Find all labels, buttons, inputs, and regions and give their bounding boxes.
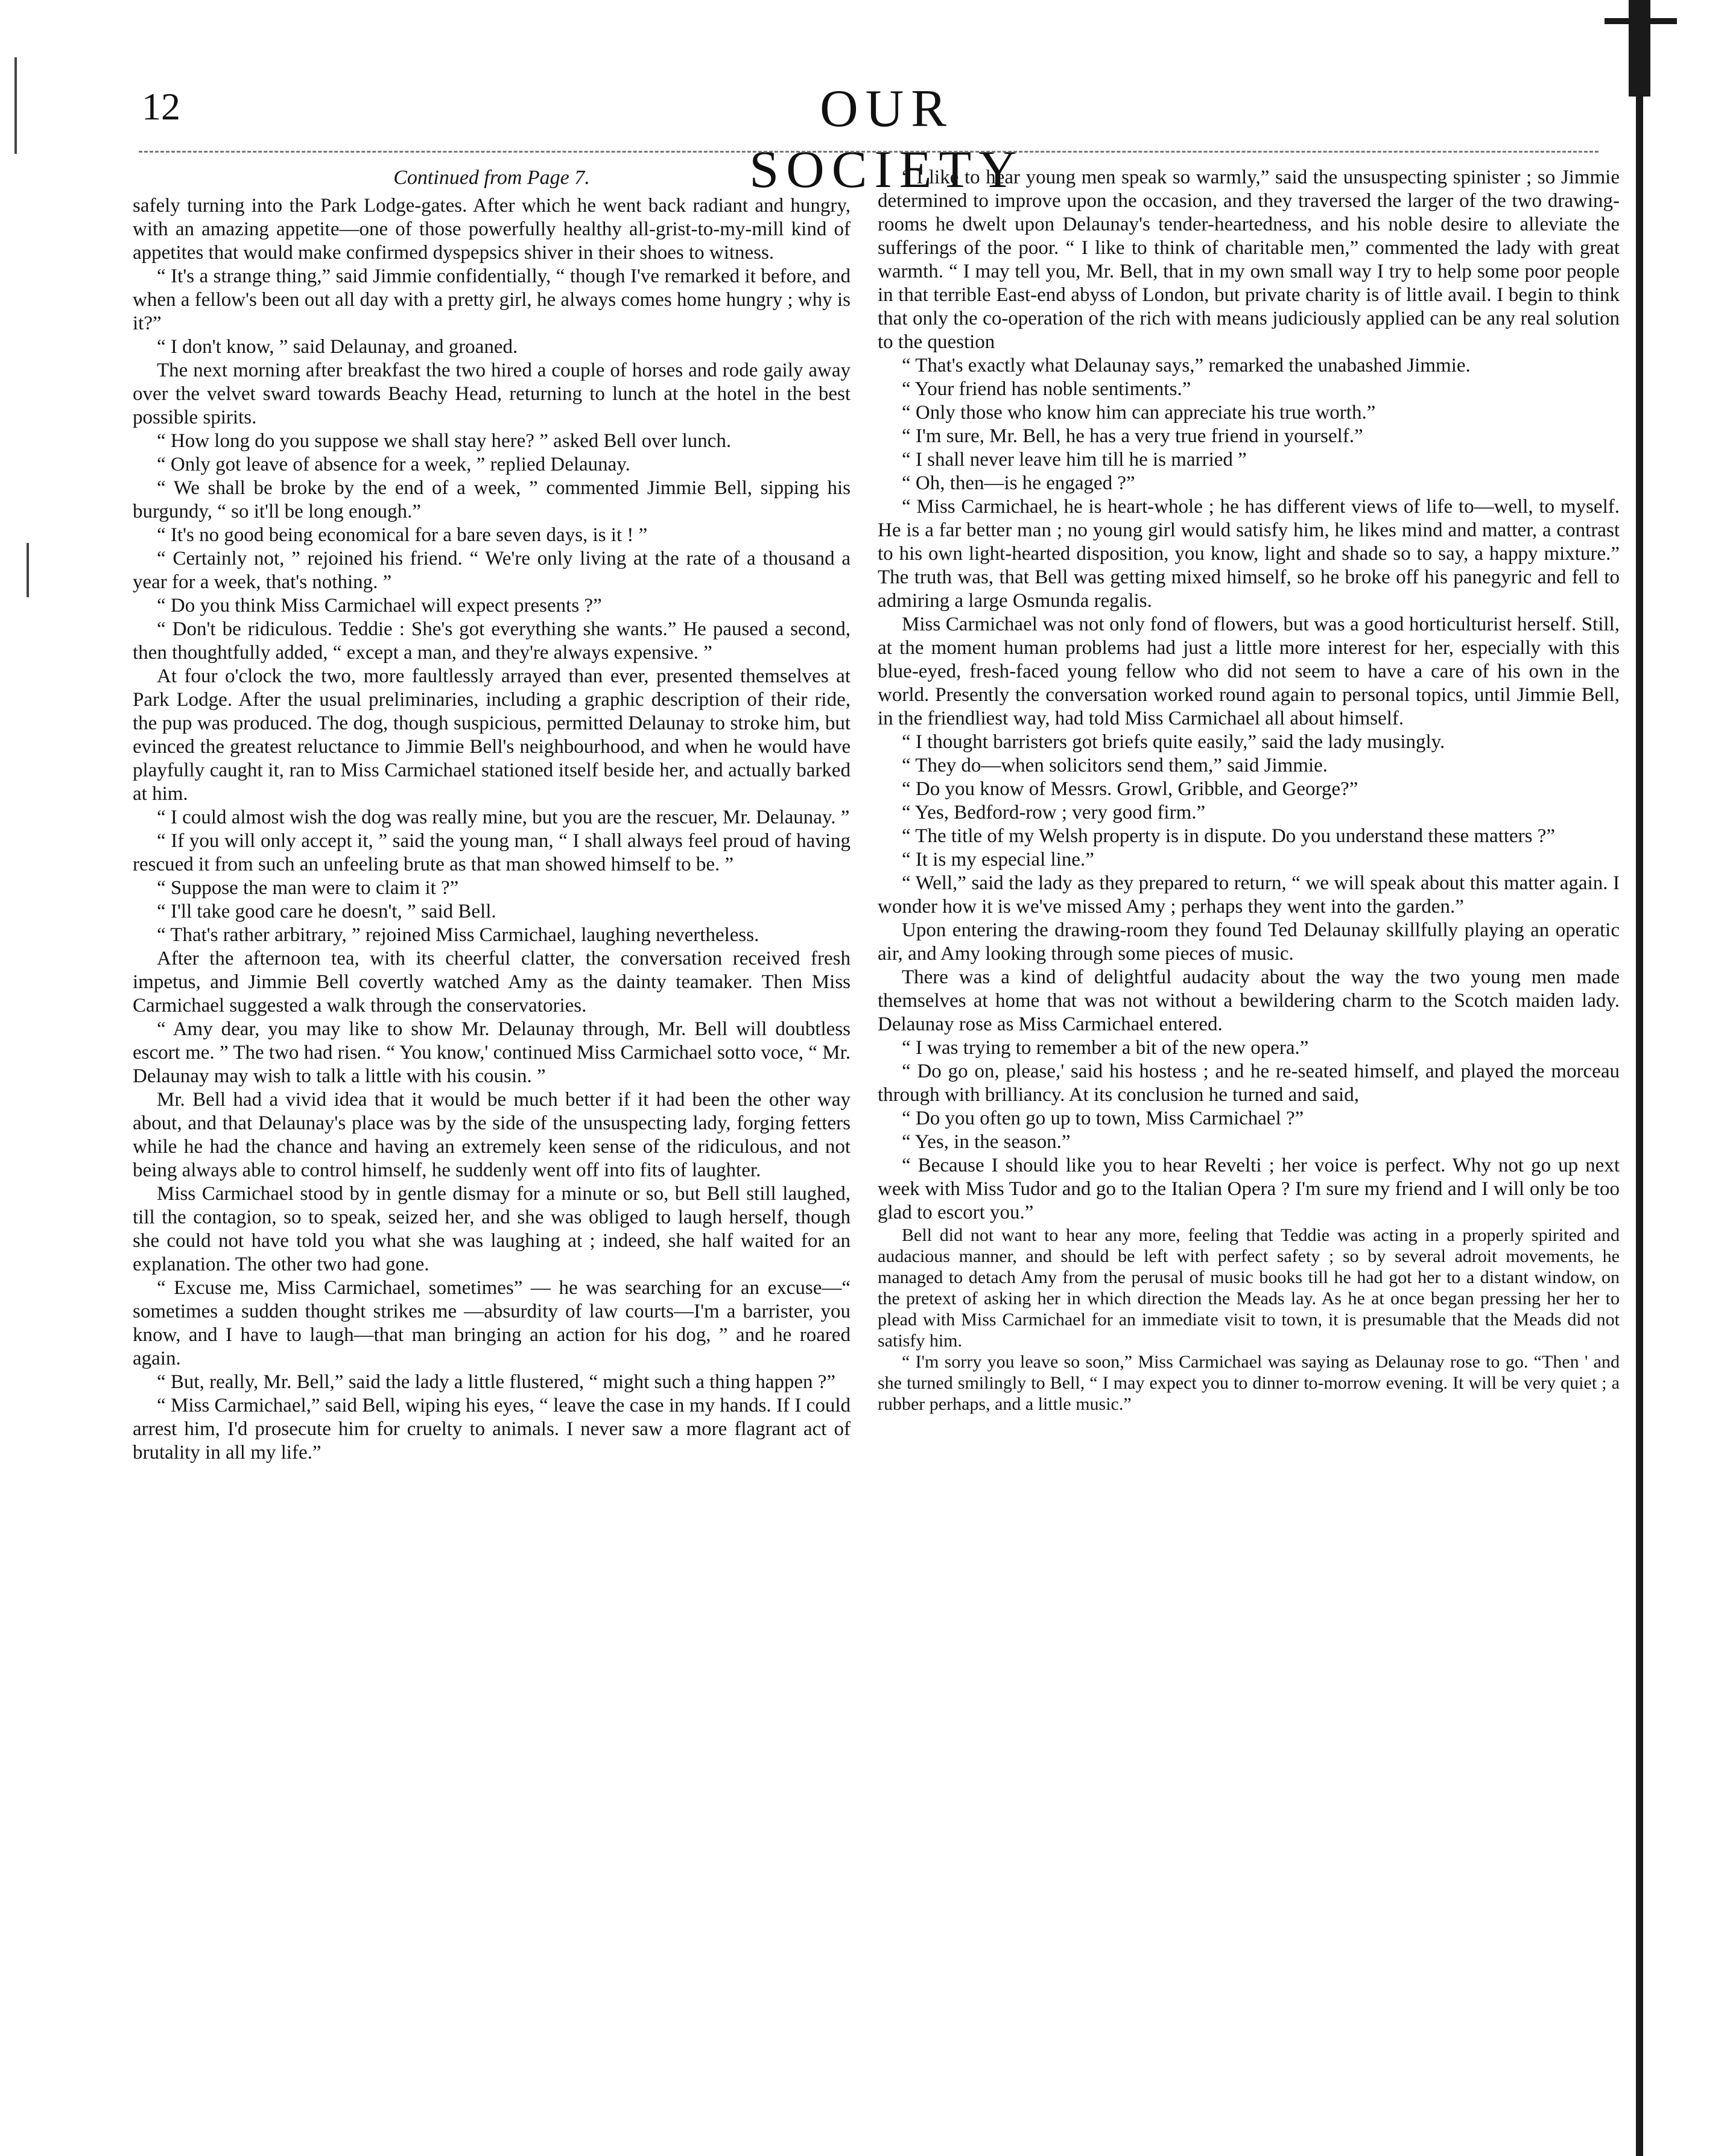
masthead-title: OUR SOCIETY (749, 80, 1024, 199)
paragraph: “ We shall be broke by the end of a week, ” commented Jimmie Bell, sipping his burgundy, “ so it'll be long enough.” (133, 477, 851, 522)
paragraph: safely turning into the Park Lodge-gates. After which he went back radiant and hungry, with an amazing appetite—one of those powerfully healthy all-grist-to-my-mill kind of appetites that would make confirmed dyspepsics shiver in their shoes to witness. (133, 195, 851, 264)
header-rule (139, 151, 1599, 153)
paragraph: “ Your friend has noble sentiments.” (902, 378, 1191, 400)
margin-mark (14, 57, 17, 154)
paragraph: “ If you will only accept it, ” said the young man, “ I shall always feel proud of having rescued it from such an unfeeling brute as that man showed himself to be. ” (133, 830, 851, 875)
paragraph: Miss Carmichael stood by in gentle dismay for a minute or so, but Bell still laughed, till the contagion, so to speak, seized her, and she was obliged to laugh herself, though she could not have told you what she was laughing at ; indeed, she half waited for an explanation. The other two had gone. (133, 1183, 851, 1275)
paragraph: “ I was trying to remember a bit of the new opera.” (902, 1037, 1309, 1059)
paragraph: “ Certainly not, ” rejoined his friend. “ We're only living at the rate of a thousand a year for a week, that's nothing. ” (133, 548, 851, 593)
paragraph: Mr. Bell had a vivid idea that it would be much better if it had been the other way about, and that Delaunay's place was by the side of the unsuspecting lady, forging fetters while he had the chance and having an extremely keen sense of the ridiculous, and not being always able to control himself, he suddenly went off into fits of laughter. (133, 1089, 851, 1181)
paragraph: “ That's exactly what Delaunay says,” remarked the unabashed Jimmie. (902, 355, 1471, 376)
paragraph: “ Only those who know him can appreciate his true worth.” (902, 402, 1376, 423)
page-number: 12 (142, 85, 180, 128)
paragraph: “ It's a strange thing,” said Jimmie confidentially, “ though I've remarked it before, and when a fellow's been out all day with a pretty girl, he always comes home hungry ; why is it?” (133, 265, 851, 334)
paragraph: “ Well,” said the lady as they prepared to return, “ we will speak about this matter again. I wonder how it is we've missed Amy ; perhaps they went into the garden.” (878, 872, 1620, 918)
paragraph: “ I'm sorry you leave so soon,” Miss Carmichael was saying as Delaunay rose to go. “Then ' and she turned smilingly to Bell, “ I may expect you to dinner to-morrow evening. It will be very quiet ; a rubber perhaps, and a little music.” (878, 1352, 1620, 1414)
paragraph: “ But, really, Mr. Bell,” said the lady a little flustered, “ might such a thing happen ?” (157, 1371, 836, 1393)
paragraph: Bell did not want to hear any more, feeling that Teddie was acting in a properly spirited and audacious manner, and should be left with perfect safety ; so by several adroit movements, he managed to detach Amy from the perusal of music books till he had got her to a distant window, on the pretext of asking her in which direction the Meads lay. As he at once began pressing her her to plead with Miss Carmichael for an immediate visit to town, it is presumable that the Meads did not satisfy him. (878, 1225, 1620, 1351)
paragraph: “ I'll take good care he doesn't, ” said Bell. (157, 901, 496, 922)
paragraph: “ I thought barristers got briefs quite easily,” said the lady musingly. (902, 731, 1445, 753)
paragraph: “ Because I should like you to hear Revelti ; her voice is perfect. Why not go up next week with Miss Tudor and go to the Italian Opera ? I'm sure my friend and I will only be too glad to escort you.” (878, 1155, 1620, 1223)
paragraph: “ Do you think Miss Carmichael will expect presents ?” (157, 595, 602, 617)
paragraph: “ The title of my Welsh property is in dispute. Do you understand these matters ?” (902, 825, 1556, 847)
paragraph: “ They do—when solicitors send them,” said Jimmie. (902, 755, 1328, 776)
paragraph: “ It is my especial line.” (902, 849, 1094, 870)
margin-mark (27, 543, 29, 597)
binding-bar (1636, 0, 1643, 2156)
left-column (133, 166, 851, 1465)
paragraph: “ I could almost wish the dog was really mine, but you are the rescuer, Mr. Delaunay. ” (157, 807, 850, 828)
paragraph: “ Miss Carmichael, he is heart-whole ; he has different views of life to—well, to myself. He is a far better man ; no young girl would satisfy him, he likes mind and matter, a contrast to his own light-hearted disposition, you know, light and shade so to say, a happy mixture.” The truth was, that Bell was getting mixed himself, so he broke off his panegyric and fell to admiring a large Osmunda regalis. (878, 496, 1620, 612)
paragraph: “ Miss Carmichael,” said Bell, wiping his eyes, “ leave the case in my hands. If I could arrest him, I'd prosecute him for cruelty to animals. I never saw a more flagrant act of brutality in all my life.” (133, 1395, 851, 1463)
paragraph: “ Excuse me, Miss Carmichael, sometimes” — he was searching for an excuse—“ sometimes a sudden thought strikes me —absurdity of law courts—I'm a barrister, you know, and I have to laugh—that man bringing an action for his dog, ” and he roared again. (133, 1277, 851, 1369)
paragraph: “ I like to hear young men speak so warmly,” said the unsuspecting spinister ; so Jimmie determined to improve upon the occasion, and they traversed the larger of the two drawing-rooms he dwelt upon Delaunay's tender-heartedness, and his noble desire to alleviate the sufferings of the poor. “ I like to think of charitable men,” commented the lady with great warmth. “ I may tell you, Mr. Bell, that in my own small way I try to help some poor people in that terrible East-end abyss of London, but private charity is of little avail. I begin to think that only the co-operation of the rich with means judiciously applied can be any real solution to the question (878, 166, 1620, 353)
paragraph: After the afternoon tea, with its cheerful clatter, the conversation received fresh impetus, and Jimmie Bell covertly watched Amy as the dainty teamaker. Then Miss Carmichael suggested a walk through the conservatories. (133, 948, 851, 1016)
paragraph: Upon entering the drawing-room they found Ted Delaunay skillfully playing an operatic air, and Amy looking through some pieces of music. (878, 919, 1620, 965)
paragraph: “ Suppose the man were to claim it ?” (157, 877, 459, 899)
paragraph: “ Don't be ridiculous. Teddie : She's got everything she wants.” He paused a second, then thoughtfully added, “ except a man, and they're always expensive. ” (133, 618, 851, 664)
paragraph: “ Do you know of Messrs. Growl, Gribble, and George?” (902, 778, 1358, 800)
paragraph: “ It's no good being economical for a bare seven days, is it ! ” (157, 524, 648, 546)
paragraph: “ Do go on, please,' said his hostess ; and he re-seated himself, and played the morceau through with brilliancy. At its conclusion he turned and said, (878, 1061, 1620, 1106)
continued-note: Continued from Page 7. (393, 166, 590, 189)
paragraph: “ Oh, then—is he engaged ?” (902, 472, 1135, 494)
paragraph: Miss Carmichael was not only fond of flowers, but was a good horticulturist herself. Still, at the moment human problems had just a little more interest for her, especially with this blue-eyed, fresh-faced young fellow who did not seem to have a care of his own in the world. Presently the conversation worked round again to personal topics, until Jimmie Bell, in the friendliest way, had told Miss Carmichael all about himself. (878, 614, 1620, 729)
paragraph: “ I'm sure, Mr. Bell, he has a very true friend in yourself.” (902, 425, 1363, 447)
paragraph: “ Do you often go up to town, Miss Carmichael ?” (902, 1108, 1304, 1129)
right-column (878, 166, 1620, 1415)
paragraph: “ That's rather arbitrary, ” rejoined Miss Carmichael, laughing nevertheless. (157, 924, 759, 946)
paragraph: There was a kind of delightful audacity about the way the two young men made themselves at home that was not without a bewildering charm to the Scotch maiden lady. Delaunay rose as Miss Carmichael entered. (878, 966, 1620, 1035)
paragraph: The next morning after breakfast the two hired a couple of horses and rode gaily away over the velvet sward towards Beachy Head, returning to lunch at the hotel in the best possible spirits. (133, 360, 851, 428)
binding-bar-notch (1629, 0, 1650, 97)
paragraph: “ Yes, in the season.” (902, 1131, 1071, 1153)
paragraph: “ Amy dear, you may like to show Mr. Delaunay through, Mr. Bell will doubtless escort me. ” The two had risen. “ You know,' continued Miss Carmichael sotto voce, “ Mr. Delaunay may wish to talk a little with his cousin. ” (133, 1018, 851, 1087)
paragraph: “ How long do you suppose we shall stay here? ” asked Bell over lunch. (157, 430, 732, 452)
paragraph: “ I shall never leave him till he is married ” (902, 449, 1247, 471)
paragraph: “ Yes, Bedford-row ; very good firm.” (902, 802, 1206, 823)
paragraph: “ Only got leave of absence for a week, ” replied Delaunay. (157, 454, 630, 475)
paragraph: “ I don't know, ” said Delaunay, and groaned. (157, 336, 518, 358)
paragraph: At four o'clock the two, more faultlessly arrayed than ever, presented themselves at Park Lodge. After the usual preliminaries, including a graphic description of their ride, the pup was produced. The dog, though suspicious, permitted Delaunay to stroke him, but evinced the greatest reluctance to Jimmie Bell's neighbourhood, and when he would have playfully caught it, ran to Miss Carmichael stationed itself beside her, and actually barked at him. (133, 665, 851, 805)
